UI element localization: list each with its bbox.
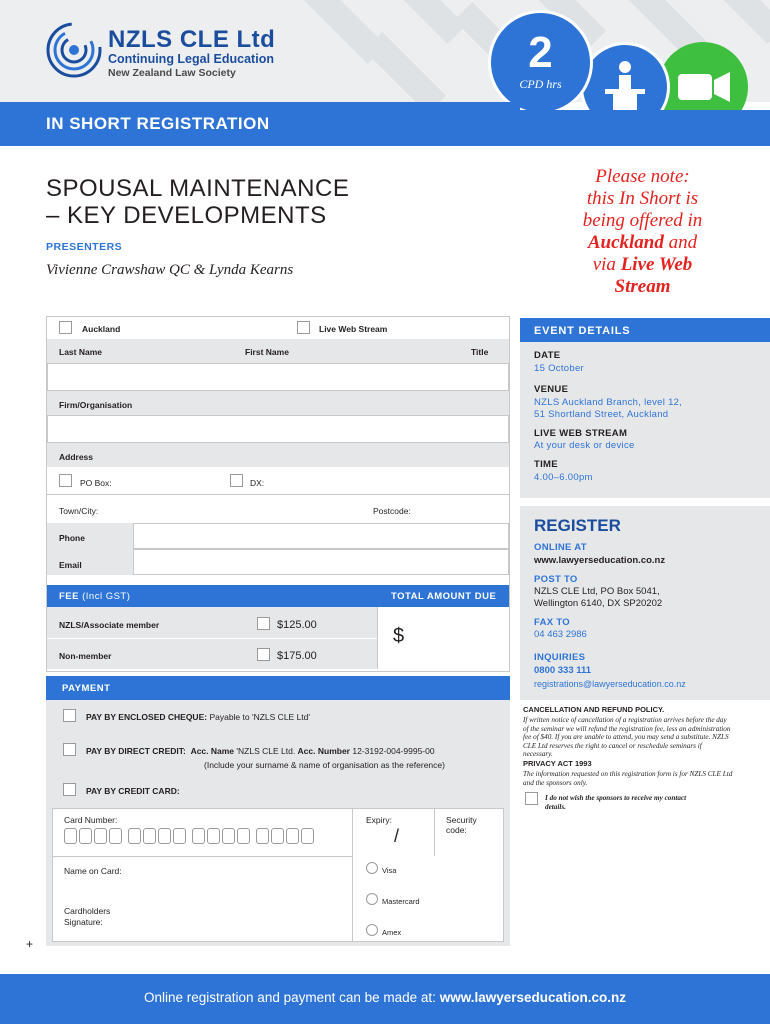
presenters-names: Vivienne Crawshaw QC & Lynda Kearns <box>46 262 294 278</box>
address-label-row <box>47 443 509 467</box>
po-box-checkbox[interactable] <box>59 474 72 487</box>
event-details-pane <box>520 318 770 498</box>
privacy-heading: PRIVACY ACT 1993 <box>523 759 592 768</box>
fee-header-label <box>59 591 130 602</box>
non-member-fee-checkbox[interactable] <box>257 648 270 661</box>
acc-number: 12-3192-004-9995-00 <box>349 746 435 756</box>
acc-name: 'NZLS CLE Ltd. <box>234 746 298 756</box>
member-fee-price: $125.00 <box>277 619 317 631</box>
live-stream-heading: LIVE WEB STREAM <box>534 428 628 439</box>
expiry-label: Expiry: <box>366 815 392 825</box>
logo-swirl-icon <box>44 20 104 80</box>
total-amount-label: TOTAL AMOUNT DUE <box>391 591 497 602</box>
phone-input[interactable] <box>133 523 509 549</box>
footer-text: Online registration and payment can be made at: <box>144 990 440 1005</box>
cheque-text: Payable to 'NZLS CLE Ltd' <box>207 712 311 722</box>
venue-line1: NZLS Auckland Branch, level 12, <box>534 397 683 408</box>
note-line1: Please note: <box>595 166 690 187</box>
auckland-checkbox[interactable] <box>59 321 72 334</box>
date-value: 15 October <box>534 363 584 374</box>
inquiries-email[interactable]: registrations@lawyerseducation.co.nz <box>534 679 686 689</box>
phone-label: Phone <box>59 533 85 543</box>
first-name-label: First Name <box>245 347 289 357</box>
postcode-label: Postcode: <box>373 506 411 516</box>
logo-subtitle: Continuing Legal Education <box>108 52 274 66</box>
fee-gst-note: (Incl GST) <box>78 591 131 602</box>
member-fee-label: NZLS/Associate member <box>59 620 160 630</box>
direct-credit-line <box>86 746 435 756</box>
non-member-fee-price: $175.00 <box>277 650 317 662</box>
presenters-label: PRESENTERS <box>46 241 123 253</box>
date-heading: DATE <box>534 350 561 361</box>
register-title: REGISTER <box>534 516 621 535</box>
name-on-card-label: Name on Card: <box>64 866 122 876</box>
live-stream-checkbox[interactable] <box>297 321 310 334</box>
note-line2: this In Short is <box>586 188 699 209</box>
cpd-label: CPD hrs <box>519 77 562 91</box>
name-input[interactable] <box>47 363 509 391</box>
online-url[interactable]: www.lawyerseducation.co.nz <box>534 555 666 566</box>
cpd-badge <box>488 10 593 115</box>
dx-label: DX: <box>250 478 265 488</box>
mastercard-label: Mastercard <box>382 897 420 906</box>
seminar-title-line1: SPOUSAL MAINTENANCE <box>46 175 350 202</box>
note-line6 <box>540 276 745 298</box>
cheque-label: PAY BY ENCLOSED CHEQUE: <box>86 712 208 722</box>
total-currency: $ <box>393 625 405 647</box>
direct-credit-checkbox[interactable] <box>63 743 76 756</box>
title-label: Title <box>471 347 489 357</box>
amex-label: Amex <box>382 928 402 937</box>
note-line4 <box>540 232 745 254</box>
signature-label: Cardholders Signature: <box>64 906 111 927</box>
payment-header <box>46 676 510 700</box>
live-stream-value: At your desk or device <box>534 440 635 451</box>
email-label: Email <box>59 560 82 570</box>
logo-org: New Zealand Law Society <box>108 67 236 79</box>
visa-radio[interactable] <box>366 862 378 874</box>
cancellation-text: If written notice of cancellation of a registration arrives before the day of the seminar we will refund the registration fee, less an administration fee of $40. If you are unable to attend, you may send a substitute. NZLS CLE Ltd reserves the right to cancel or reschedule seminars if necessary. <box>523 716 731 758</box>
cpd-number: 2 <box>528 28 553 77</box>
live-stream-label: Live Web Stream <box>319 324 388 334</box>
credit-card-label: PAY BY CREDIT CARD: <box>86 786 180 796</box>
member-fee-checkbox[interactable] <box>257 617 270 630</box>
inquiries-phone: 0800 333 111 <box>534 665 592 676</box>
address-label: Address <box>59 452 94 462</box>
registration-banner-right <box>520 110 770 146</box>
event-details-title: EVENT DETAILS <box>534 325 631 337</box>
venue-line2: 51 Shortland Street, Auckland <box>534 409 669 420</box>
payment-header-label: PAYMENT <box>62 683 111 694</box>
seminar-title-line2: – KEY DEVELOPMENTS <box>46 202 327 229</box>
post-line1: NZLS CLE Ltd, PO Box 5041, <box>534 586 660 597</box>
auckland-label: Auckland <box>82 324 121 334</box>
address-divider <box>47 494 509 495</box>
mastercard-radio[interactable] <box>366 893 378 905</box>
sponsor-optout-checkbox[interactable] <box>525 792 538 805</box>
note-line3: being offered in <box>582 210 703 231</box>
expiry-separator: / <box>394 826 400 846</box>
please-note <box>540 166 745 298</box>
firm-label: Firm/Organisation <box>59 400 133 410</box>
cheque-line <box>86 712 310 722</box>
credit-card-checkbox[interactable] <box>63 783 76 796</box>
card-number-label: Card Number: <box>64 815 118 825</box>
privacy-text: The information requested on this registration form is for NZLS CLE Ltd and the sponsors only. <box>523 770 733 787</box>
card-box-divider-v2 <box>434 808 435 856</box>
note-via: via <box>592 254 621 275</box>
town-label: Town/City: <box>59 506 99 516</box>
po-box-label: PO Box: <box>80 478 112 488</box>
fax-number: 04 463 2986 <box>534 629 587 640</box>
online-heading: ONLINE AT <box>534 542 587 553</box>
fee-label: FEE <box>59 591 79 602</box>
visa-label: Visa <box>382 866 397 875</box>
dx-checkbox[interactable] <box>230 474 243 487</box>
time-heading: TIME <box>534 459 558 470</box>
note-line5 <box>540 254 745 276</box>
footer-url[interactable]: www.lawyerseducation.co.nz <box>439 990 626 1005</box>
sponsor-optout-text: I do not wish the sponsors to receive my contact details. <box>545 794 687 811</box>
cheque-checkbox[interactable] <box>63 709 76 722</box>
cancellation-heading: CANCELLATION AND REFUND POLICY. <box>523 705 665 714</box>
note-live: Live Web <box>620 254 693 275</box>
card-number-input[interactable] <box>64 828 349 846</box>
fax-heading: FAX TO <box>534 617 570 628</box>
note-stream: Stream <box>614 276 671 297</box>
acc-name-label: Acc. Name <box>190 746 235 756</box>
last-name-label: Last Name <box>59 347 102 357</box>
firm-input[interactable] <box>47 415 509 443</box>
post-heading: POST TO <box>534 574 578 585</box>
non-member-fee-label: Non-member <box>59 651 112 661</box>
acc-number-label: Acc. Number <box>297 746 350 756</box>
time-value: 4.00–6.00pm <box>534 472 593 483</box>
venue-heading: VENUE <box>534 384 569 395</box>
crop-mark: + <box>26 937 34 951</box>
direct-credit-note: (Include your surname & name of organisation as the reference) <box>204 760 445 770</box>
card-box-divider-v1 <box>352 808 353 942</box>
note-and: and <box>663 232 698 253</box>
note-auckland: Auckland <box>587 232 664 253</box>
card-box-divider-h <box>52 856 352 857</box>
banner-title: IN SHORT REGISTRATION <box>46 114 270 133</box>
security-code-label: Security code: <box>446 815 477 835</box>
inquiries-heading: INQUIRIES <box>534 652 586 663</box>
direct-credit-label: PAY BY DIRECT CREDIT: <box>86 746 186 756</box>
email-input[interactable] <box>133 549 509 575</box>
fee-row-divider <box>47 638 377 639</box>
footer-line <box>0 990 770 1005</box>
amex-radio[interactable] <box>366 924 378 936</box>
logo-title: NZLS CLE Ltd <box>108 26 276 53</box>
registration-form <box>46 316 510 672</box>
post-line2: Wellington 6140, DX SP20202 <box>534 598 663 609</box>
